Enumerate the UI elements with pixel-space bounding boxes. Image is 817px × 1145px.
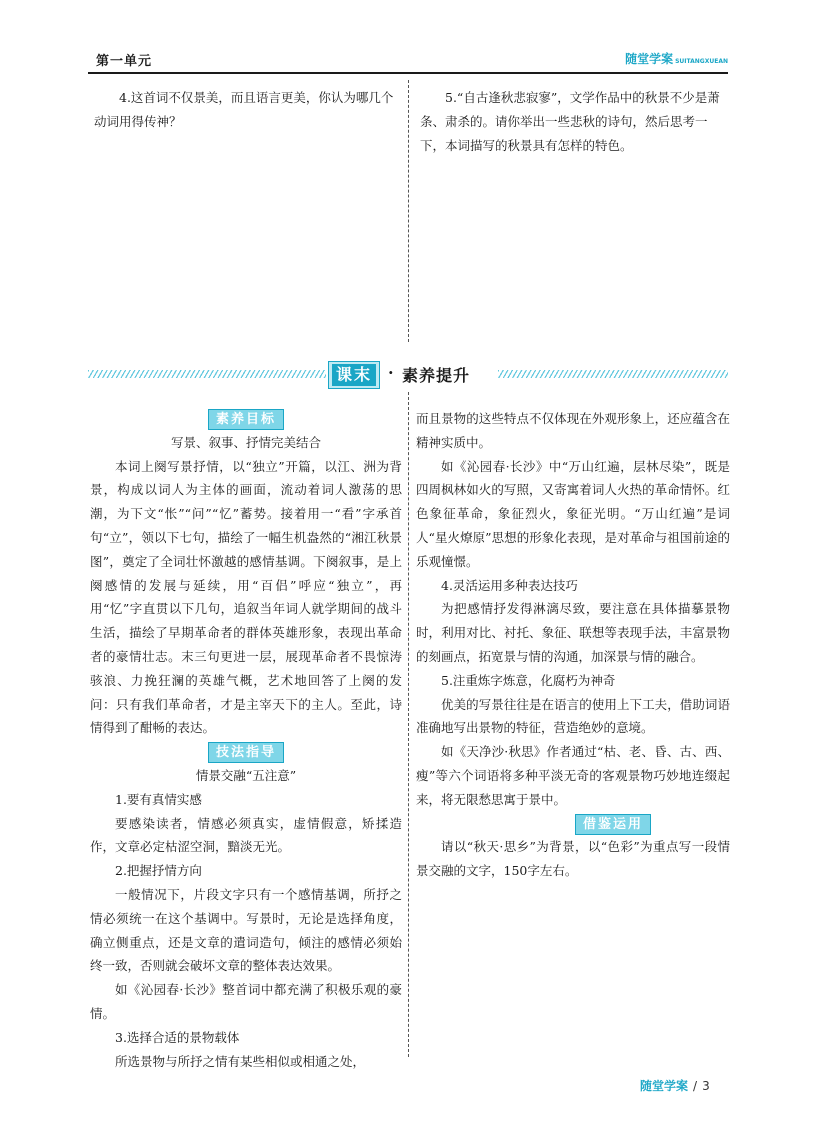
- brand-latin: SUITANGXUEAN: [675, 58, 728, 65]
- item-3-title: 3.选择合适的景物载体: [115, 1029, 240, 1045]
- brand-label: [625, 50, 728, 67]
- question-4: 4.这首词不仅景美，而且语言更美，你认为哪几个动词用得传神？: [94, 90, 394, 129]
- question-5: 5.“自古逢秋悲寂寥”，文学作品中的秋景不少是萧条、肃杀的。请你举出一些悲秋的诗句，然后思考一下，本词描写的秋景具有怎样的特色。: [420, 90, 720, 153]
- heading-2: 情景交融“五注意”: [195, 767, 297, 783]
- brand-name: 随堂学案: [625, 52, 674, 66]
- item-4-title: 4.灵活运用多种表达技巧: [441, 577, 578, 593]
- item-2-text: 一般情况下，片段文字只有一个感情基调，所抒之情必须统一在这个基调中。写景时，无论是选择角度，确立侧重点，还是文章的遣词造句，倾注的感情必须始终一致，否则就会破坏文章的整体表达效果。: [90, 886, 402, 974]
- footer-brand: 随堂学案: [640, 1079, 689, 1093]
- page-number: 3: [702, 1079, 710, 1093]
- item-3-text: 所选景物与所抒之情有某些相似或相通之处，: [115, 1053, 366, 1069]
- banner-title: 素养提升: [402, 366, 471, 385]
- heading-1: 写景、叙事、抒情完美结合: [170, 434, 321, 450]
- unit-label: 第一单元: [96, 54, 153, 69]
- footer-separator: /: [693, 1079, 698, 1093]
- banner-hatch-left: [88, 370, 326, 378]
- banner-tag-box: [328, 361, 380, 389]
- item-2-title: 2.把握抒情方向: [115, 863, 202, 879]
- header-rule: [88, 72, 728, 74]
- page-footer: [640, 1077, 710, 1094]
- column-divider-bottom: [408, 392, 409, 1057]
- right-column: [416, 407, 730, 883]
- item-4-text: 为把感情抒发得淋漓尽致，要注意在具体描摹景物时，利用对比、衬托、象征、联想等表现手法，丰富景物的刻画点，拓宽景与情的沟通，加深景与情的融合。: [416, 601, 730, 664]
- item-3-example: 如《沁园春·长沙》中“万山红遍，层林尽染”，既是四周枫林如火的写照，又寄寓着词人火热的革命情怀。红色象征革命，象征烈火，象征光明。“万山红遍”是词人“星火燎原”思想的形象化表现，是对革命与祖国前途的乐观憧憬。: [416, 458, 730, 569]
- badge-literacy-goal: 素养目标: [208, 409, 284, 430]
- item-1-text: 要感染读者，情感必须真实，虚情假意，矫揉造作，文章必定枯涩空洞，黯淡无光。: [90, 815, 402, 855]
- section-banner: [88, 361, 728, 389]
- banner-tag: 课末: [332, 364, 376, 386]
- badge-row-2: [90, 740, 402, 764]
- page-header: [88, 46, 728, 72]
- badge-reference-application: 借鉴运用: [575, 814, 651, 835]
- item-2-example: 如《沁园春·长沙》整首词中都充满了积极乐观的豪情。: [90, 982, 402, 1021]
- badge-row-3: [416, 812, 730, 836]
- exercise-prompt: 请以“秋天·思乡”为背景，以“色彩”为重点写一段情景交融的文字，150字左右。: [416, 839, 730, 879]
- badge-technique-guide: 技法指导: [208, 742, 284, 763]
- column-divider-top: [408, 80, 409, 342]
- item-5-text: 优美的写景往往是在语言的使用上下工夫，借助词语准确地写出景物的特征，营造绝妙的意境。: [416, 696, 730, 736]
- item-5-example: 如《天净沙·秋思》作者通过“枯、老、昏、古、西、瘦”等六个词语将多种平淡无奇的客观景物巧妙地连缀起来，将无限愁思寓于景中。: [416, 744, 730, 807]
- badge-row-1: [90, 407, 402, 431]
- item-5-title: 5.注重炼字炼意，化腐朽为神奇: [441, 672, 616, 688]
- item-1-title: 1.要有真情实感: [115, 791, 202, 807]
- paragraph-1: 本词上阕写景抒情，以“独立”开篇，以江、洲为背景，构成以词人为主体的画面，流动着词人激荡的思潮，为下文“怅”“问”“忆”蓄势。接着用一“看”字承首句“立”，领以下七句，描绘了一幅生机盎然的“湘江秋景图”，奠定了全词壮怀激越的感情基调。下阕叙事，是上阕感情的发展与延续，用“百侣”呼应“独立”，再用“忆”字直贯以下几句，追叙当年词人就学期间的战斗生活，描绘了早期革命者的群体英雄形象，表现出革命者的豪情壮志。末三句更进一层，展现革命者不畏惊涛骇浪、力挽狂澜的英雄气概，艺术地回答了上阕的发问：只有我们革命者，才是主宰天下的主人。至此，诗情得到了酣畅的表达。: [90, 458, 402, 736]
- left-column: [90, 407, 402, 1073]
- banner-hatch-right: [498, 370, 728, 378]
- banner-dot: ·: [388, 363, 394, 382]
- item-3-continued: 而且景物的这些特点不仅体现在外观形象上，还应蕴含在精神实质中。: [416, 411, 730, 450]
